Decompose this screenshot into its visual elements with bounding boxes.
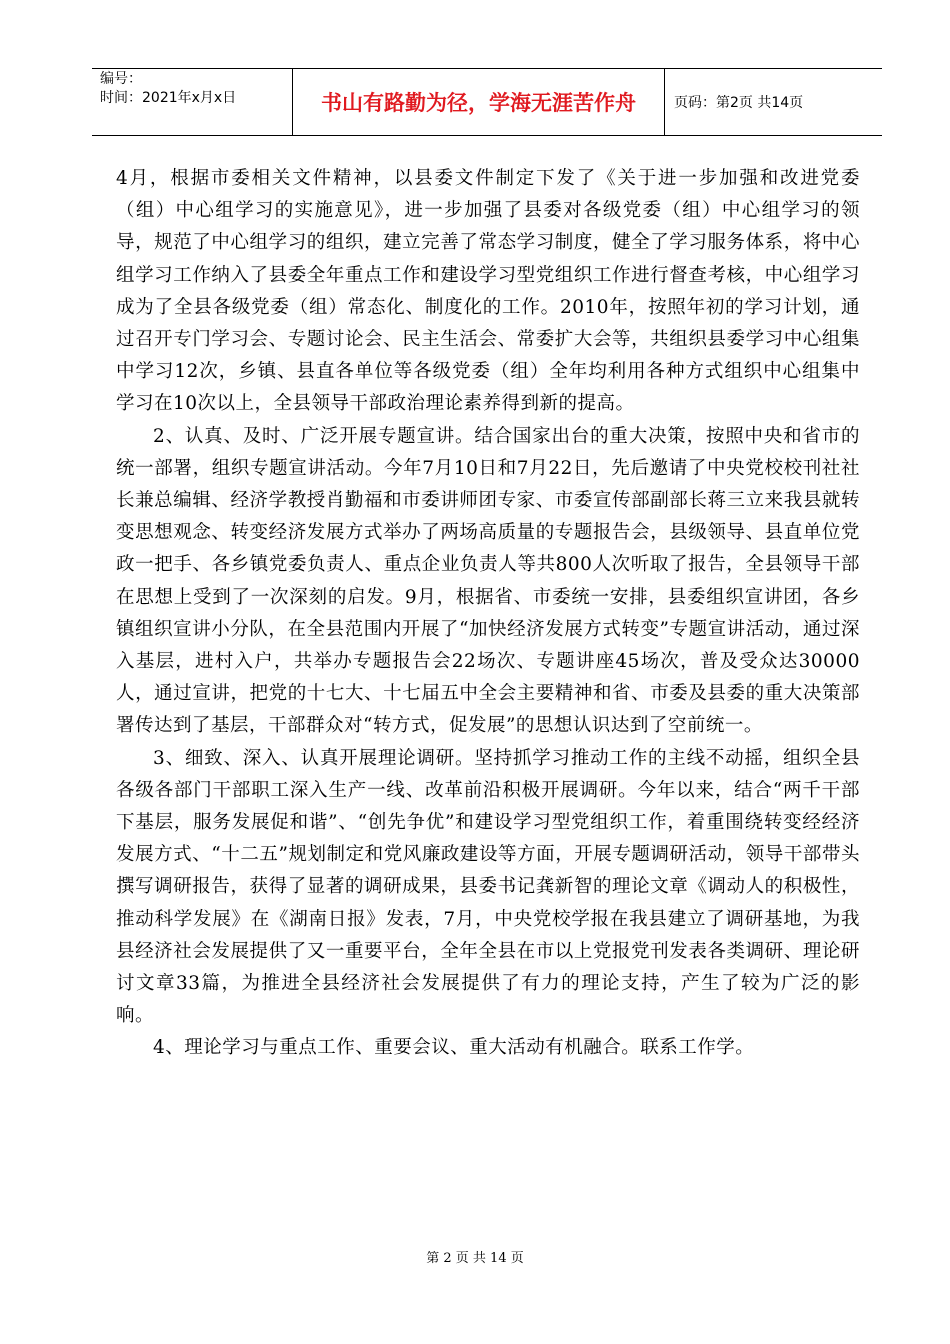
code-label: 编号： [100, 71, 142, 87]
paragraph-4: 4、理论学习与重点工作、重要会议、重大活动有机融合。联系工作学。 [153, 1037, 755, 1059]
paragraph-2: 2、认真、及时、广泛开展专题宣讲。结合国家出台的重大决策，按照中央和省市的统一部署，组织专题宣讲活动。今年7月10日和7月22日，先后邀请了中央党校校刊社社长兼总编辑、经济学教授肖勤福和市委讲师团专家、市委宣传部副部长蒋三立来我县就转变思想观念、转变经济发展方式举办了两场高质量的专题报告会，县级领导、县直单位党政一把手、各乡镇党委负责人、重点企业负责人等共800人次听取了报告，全县领导干部在思想上受到了一次深刻的启发。9月，根据省、市委统一安排，县委组织宣讲团，各乡镇组织宣讲小分队，在全县范围内开展了“加快经济发展方式转变”专题宣讲活动，通过深入基层，进村入户，共举办专题报告会22场次、专题讲座45场次，普及受众达30000人，通过宣讲，把党的十七大、十七届五中全会主要精神和省、市委及县委的重大决策部署传达到了基层，干部群众对“转方式，促发展”的思想认识达到了空前统一。 [116, 425, 860, 737]
header-meta [92, 69, 292, 135]
page-header [92, 68, 882, 136]
paragraph-3: 3、细致、深入、认真开展理论调研。坚持抓学习推动工作的主线不动摇，组织全县各级各部门干部职工深入生产一线、改革前沿积极开展调研。今年以来，结合“两千干部下基层，服务发展促和谐”、“创先争优”和建设学习型党组织工作，着重围绕转变经经济发展方式、“十二五”规划制定和党风廉政建设等方面，开展专题调研活动，领导干部带头撰写调研报告，获得了显著的调研成果，县委书记龚新智的理论文章《调动人的积极性，推动科学发展》在《湖南日报》发表，7月，中央党校学报在我县建立了调研基地，为我县经济社会发展提供了又一重要平台，全年全县在市以上党报党刊发表各类调研、理论研讨文章33篇，为推进全县经济社会发展提供了有力的理论支持，产生了较为广泛的影响。 [116, 747, 860, 1027]
header-page-label: 页码：第2页 共14页 [674, 95, 804, 111]
header-motto: 书山有路勤为径，学海无涯苦作舟 [292, 69, 665, 135]
paragraph-1: 4月，根据市委相关文件精神，以县委文件制定下发了《关于进一步加强和改进党委（组）中心组学习的实施意见》，进一步加强了县委对各级党委（组）中心组学习的领导，规范了中心组学习的组织，建立完善了常态学习制度，健全了学习服务体系，将中心组学习工作纳入了县委全年重点工作和建设学习型党组织工作进行督查考核，中心组学习成为了全县各级党委（组）常态化、制度化的工作。2010年，按照年初的学习计划，通过召开专门学习会、专题讨论会、民主生活会、常委扩大会等，共组织县委学习中心组集中学习12次，乡镇、县直各单位等各级党委（组）全年均利用各种方式组织中心组集中学习在10次以上，全县领导干部政治理论素养得到新的提高。 [116, 168, 860, 415]
page-footer: 第 2 页 共 14 页 [426, 1251, 524, 1266]
time-label: 时间：2021年x月x日 [100, 90, 237, 106]
document-body [116, 163, 860, 1065]
